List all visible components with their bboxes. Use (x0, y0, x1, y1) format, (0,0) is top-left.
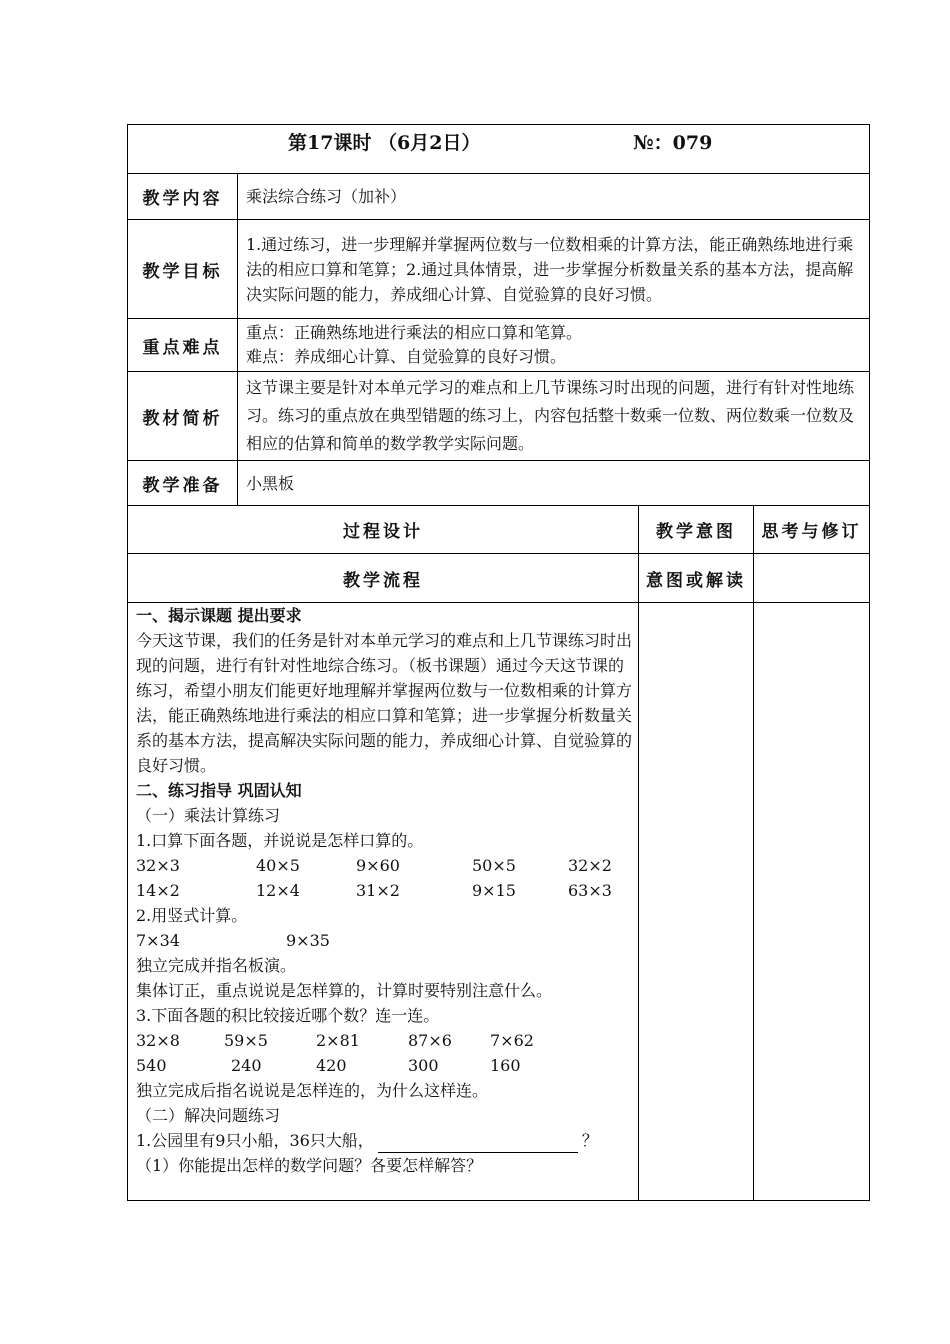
expr: 59×5 (224, 1031, 268, 1050)
label-goals: 教学目标 (128, 220, 238, 319)
problem-1-end: ？ (581, 1131, 598, 1150)
expr: 31×2 (356, 881, 400, 900)
expr: 40×5 (256, 856, 300, 875)
section-1-text: 今天这节课，我们的任务是针对本单元学习的难点和上几节课练习时出现的问题，进行有针对性地综合练习。（板书课题）通过今天这节课的练习，希望小朋友们能更好地理解并掌握两位数与一位数相乘的计算方法，能正确熟练地进行乘法的相应口算和笔算；进一步掌握分析数量关系的基本方法，提高解决实际问题的能力，养成细心计算、自觉验算的良好习惯。 (136, 631, 633, 775)
question-3: 3.下面各题的积比较接近哪个数？连一连。 (136, 1006, 440, 1025)
q3-row-1 (136, 1028, 632, 1053)
reflection-column-body (754, 603, 870, 1201)
header-teaching-intent: 教学意图 (639, 506, 754, 554)
number: 420 (316, 1056, 347, 1075)
expr: 2×81 (316, 1031, 360, 1050)
expr: 9×15 (472, 881, 516, 900)
value-analysis: 这节课主要是针对本单元学习的难点和上几节课练习时出现的问题，进行有针对性地练习。练习的重点放在典型错题的练习上，内容包括整十数乘一位数、两位数乘一位数及相应的估算和简单的数学教学实际问题。 (238, 372, 870, 461)
expr: 7×34 (136, 931, 180, 950)
q3-row-2 (136, 1053, 632, 1078)
problem-1 (136, 1128, 632, 1153)
lesson-number: №：079 (633, 132, 713, 154)
label-keypoints: 重点难点 (128, 319, 238, 372)
value-keypoints (238, 319, 870, 372)
label-analysis: 教材简析 (128, 372, 238, 461)
expr: 12×4 (256, 881, 300, 900)
q2-instruction-a: 独立完成并指名板演。 (136, 956, 297, 975)
expr: 7×62 (490, 1031, 534, 1050)
number: 160 (490, 1056, 521, 1075)
number: 240 (231, 1056, 262, 1075)
lesson-title: 第17课时 （6月2日） (288, 132, 481, 154)
expr: 87×6 (408, 1031, 452, 1050)
expr: 32×8 (136, 1031, 180, 1050)
header-empty-cell (754, 554, 870, 603)
header-teaching-flow: 教学流程 (128, 554, 639, 603)
section-2-title: 二、练习指导 巩固认知 (136, 781, 302, 800)
expr: 9×35 (286, 931, 330, 950)
q2-row (136, 928, 632, 953)
q1-row-1 (136, 853, 632, 878)
label-content: 教学内容 (128, 174, 238, 220)
section-1-title: 一、揭示课题 提出要求 (136, 606, 302, 625)
q2-instruction-b: 集体订正，重点说说是怎样算的，计算时要特别注意什么。 (136, 981, 553, 1000)
keypoint-line: 重点：正确熟练地进行乘法的相应口算和笔算。 (246, 323, 583, 342)
teaching-flow-body (128, 603, 639, 1201)
expr: 32×2 (568, 856, 612, 875)
q3-instruction: 独立完成后指名说说是怎样连的，为什么这样连。 (136, 1081, 489, 1100)
number: 540 (136, 1056, 167, 1075)
expr: 50×5 (472, 856, 516, 875)
header-reflection: 思考与修订 (754, 506, 870, 554)
subsection-2-title: （二）解决问题练习 (136, 1106, 281, 1125)
intent-column-body (639, 603, 754, 1201)
header-intent-interpretation: 意图或解读 (639, 554, 754, 603)
expr: 32×3 (136, 856, 180, 875)
answer-blank (378, 1134, 578, 1153)
title-cell (128, 125, 870, 174)
question-2: 2.用竖式计算。 (136, 906, 248, 925)
problem-1-text: 1.公园里有9只小船，36只大船， (136, 1131, 374, 1150)
difficulty-line: 难点：养成细心计算、自觉验算的良好习惯。 (246, 347, 567, 366)
subsection-1-title: （一）乘法计算练习 (136, 806, 281, 825)
number: 300 (408, 1056, 439, 1075)
label-preparation: 教学准备 (128, 461, 238, 506)
problem-1-question: （1）你能提出怎样的数学问题？各要怎样解答？ (136, 1156, 483, 1175)
question-1: 1.口算下面各题，并说说是怎样口算的。 (136, 831, 424, 850)
header-process-design: 过程设计 (128, 506, 639, 554)
value-content: 乘法综合练习（加补） (238, 174, 870, 220)
value-goals: 1.通过练习，进一步理解并掌握两位数与一位数相乘的计算方法，能正确熟练地进行乘法的相应口算和笔算；2.通过具体情景，进一步掌握分析数量关系的基本方法，提高解决实际问题的能力，养成细心计算、自觉验算的良好习惯。 (238, 220, 870, 319)
lesson-plan-sheet (127, 124, 869, 1201)
expr: 14×2 (136, 881, 180, 900)
expr: 9×60 (356, 856, 400, 875)
q1-row-2 (136, 878, 632, 903)
lesson-plan-table (127, 124, 870, 1201)
expr: 63×3 (568, 881, 612, 900)
value-preparation: 小黑板 (238, 461, 870, 506)
